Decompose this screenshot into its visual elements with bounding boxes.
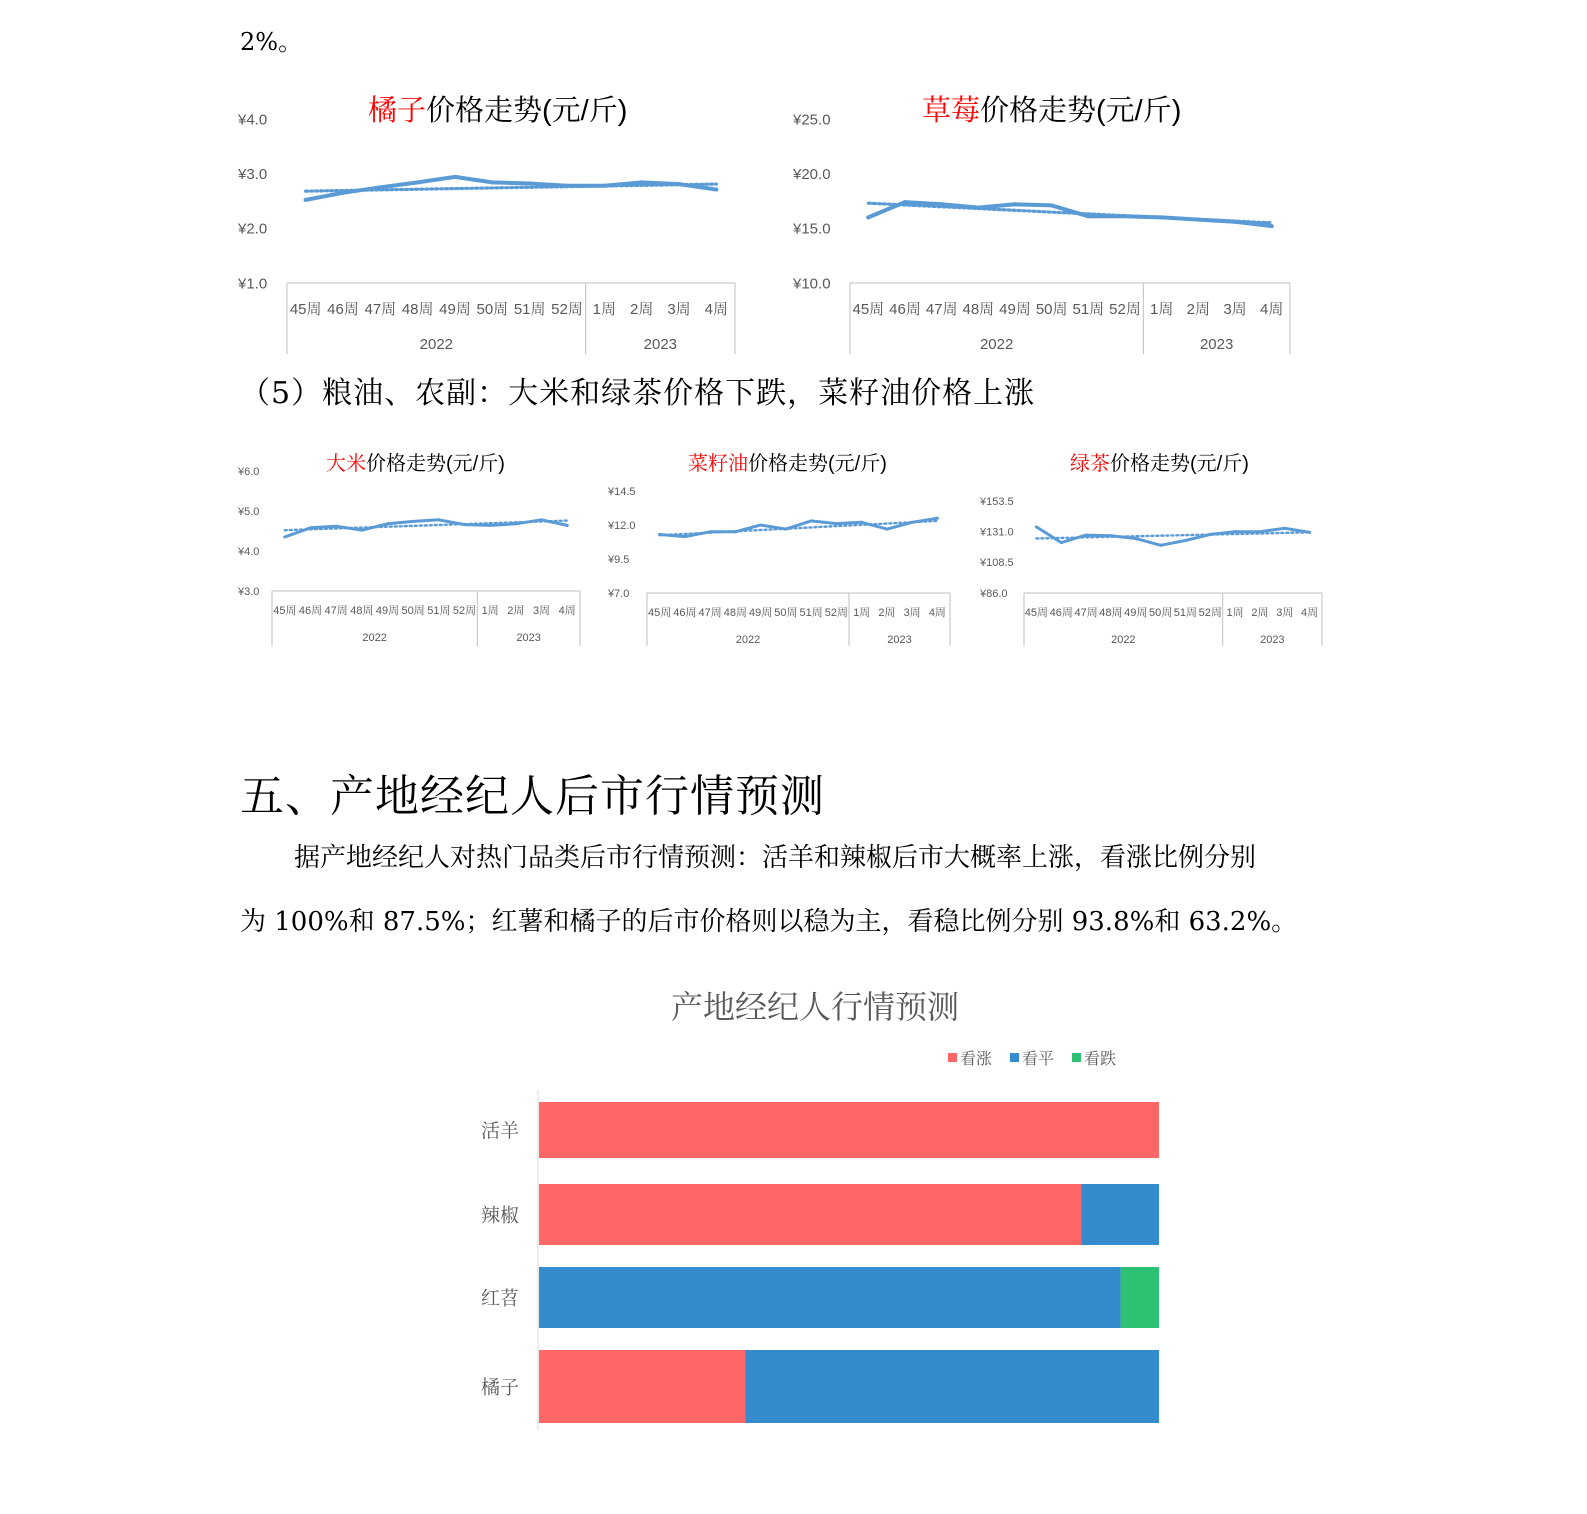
bar-segment — [539, 1102, 1159, 1158]
x-tick-label: 49周 — [749, 607, 773, 619]
legend-label: 看跌 — [1084, 1051, 1117, 1068]
x-tick-label: 48周 — [962, 301, 995, 318]
x-tick-label: 3周 — [1276, 607, 1294, 619]
x-tick-label: 49周 — [1124, 607, 1148, 619]
chart-title-text: 价格走势(元/斤) — [1110, 453, 1249, 475]
data-point — [565, 184, 569, 188]
x-tick-label: 45周 — [289, 301, 322, 318]
x-tick-label: 51周 — [427, 605, 451, 617]
x-tick-label: 51周 — [799, 607, 823, 619]
y-tick-label: ¥2.0 — [238, 220, 268, 238]
data-point — [412, 520, 415, 523]
data-point — [714, 188, 718, 192]
x-tick-label: 3周 — [1223, 301, 1247, 318]
y-tick-label: ¥3.0 — [238, 585, 260, 598]
chart-title-highlight: 橘子 — [368, 95, 427, 127]
x-tick-label: 45周 — [1024, 607, 1049, 619]
chart-title-text: 价格走势(元/斤) — [426, 95, 628, 127]
data-point — [1035, 525, 1038, 528]
category-label: 活羊 — [480, 1121, 519, 1142]
y-tick-label: ¥14.5 — [608, 485, 636, 498]
data-point — [360, 529, 363, 532]
x-tick-label: 52周 — [824, 607, 848, 619]
y-tick-label: ¥5.0 — [238, 505, 260, 518]
x-tick-label: 47周 — [925, 301, 958, 318]
x-tick-label: 52周 — [551, 301, 583, 318]
x-tick-label: 51周 — [513, 301, 546, 318]
category-label: 辣椒 — [480, 1205, 519, 1227]
x-tick-label: 46周 — [327, 301, 359, 318]
data-point — [489, 524, 492, 527]
y-tick-label: ¥7.0 — [608, 587, 630, 600]
y-tick-label: ¥86.0 — [980, 587, 1008, 600]
x-tick-label: 50周 — [1035, 301, 1068, 318]
x-group-label: 2022 — [735, 634, 761, 646]
x-tick-label: 49周 — [439, 301, 471, 318]
chart-title: 产地经纪人行情预测 — [670, 989, 960, 1025]
data-point — [1086, 214, 1090, 218]
bar-segment — [539, 1350, 745, 1423]
bar-segment — [1082, 1184, 1160, 1245]
data-point — [784, 528, 787, 531]
data-point — [437, 518, 440, 521]
data-point — [759, 524, 762, 527]
data-point — [1050, 203, 1054, 207]
bar-segment — [539, 1184, 1082, 1245]
data-point — [1109, 534, 1112, 537]
legend-swatch — [1072, 1053, 1081, 1062]
data-point — [677, 182, 681, 186]
data-point — [490, 180, 494, 184]
strawberry-price-chart — [790, 86, 1310, 358]
green-tea-price-chart — [976, 446, 1332, 652]
x-tick-label: 45周 — [852, 301, 885, 318]
data-point — [514, 522, 517, 525]
y-tick-label: ¥4.0 — [238, 111, 268, 129]
x-tick-label: 51周 — [1072, 301, 1105, 318]
legend-swatch — [948, 1053, 957, 1062]
x-tick-label: 47周 — [1074, 607, 1098, 619]
y-tick-label: ¥4.0 — [238, 545, 260, 558]
x-tick-label: 2周 — [878, 607, 896, 619]
chart-title — [688, 452, 887, 475]
bar-segment — [539, 1267, 1121, 1328]
y-tick-label: ¥25.0 — [793, 111, 831, 129]
chart-title — [326, 452, 505, 475]
x-tick-label: 46周 — [673, 607, 697, 619]
x-tick-label: 4周 — [558, 605, 576, 617]
y-tick-label: ¥12.0 — [608, 519, 636, 532]
data-point — [903, 200, 907, 204]
data-point — [1060, 541, 1063, 544]
x-tick-label: 48周 — [401, 301, 434, 318]
data-point — [1258, 530, 1261, 533]
chart-title-highlight: 菜籽油 — [688, 453, 748, 475]
x-tick-label: 50周 — [774, 607, 798, 619]
data-point — [866, 215, 870, 219]
forecast-paragraph-1: 据产地经纪人对热门品类后市行情预测：活羊和辣椒后市大概率上涨，看涨比例分别 — [294, 843, 1257, 873]
data-point — [463, 523, 466, 526]
data-point — [1184, 539, 1187, 542]
x-group-label: 2022 — [1111, 634, 1136, 646]
y-tick-label: ¥3.0 — [238, 165, 268, 183]
data-point — [309, 526, 312, 529]
x-tick-label: 52周 — [1198, 607, 1222, 619]
y-tick-label: ¥10.0 — [793, 275, 831, 293]
chart-title-text: 价格走势(元/斤) — [980, 95, 1182, 127]
bar-segment — [1121, 1267, 1159, 1328]
data-point — [1209, 533, 1212, 536]
legend-label: 看涨 — [960, 1051, 993, 1068]
data-point — [1123, 214, 1127, 218]
chart-title-highlight: 绿茶 — [1070, 453, 1110, 475]
chart-title-highlight: 大米 — [326, 453, 366, 475]
data-point — [1283, 527, 1286, 530]
data-point — [1196, 218, 1200, 222]
data-point — [936, 517, 939, 520]
x-tick-label: 4周 — [1259, 301, 1284, 318]
data-point — [1159, 544, 1162, 547]
x-tick-label: 2周 — [1251, 607, 1269, 619]
data-point — [453, 175, 457, 179]
chart-title — [368, 93, 627, 127]
data-point — [658, 533, 661, 536]
y-tick-label: ¥20.0 — [793, 165, 831, 183]
rapeseed-oil-price-chart — [604, 446, 960, 652]
x-tick-label: 47周 — [324, 605, 348, 617]
data-point — [1234, 530, 1237, 533]
x-tick-label: 3周 — [667, 301, 691, 318]
y-tick-label: ¥1.0 — [238, 275, 268, 293]
data-point — [416, 180, 420, 184]
x-tick-label: 48周 — [1099, 607, 1123, 619]
y-tick-label: ¥15.0 — [793, 220, 831, 238]
x-tick-label: 2周 — [507, 605, 525, 617]
data-point — [683, 535, 686, 538]
orange-price-chart — [230, 86, 750, 358]
x-group-label: 2023 — [516, 632, 541, 644]
chart-title — [922, 94, 1181, 127]
y-tick-label: ¥6.0 — [238, 465, 260, 478]
data-point — [1308, 531, 1311, 534]
y-tick-label: ¥108.5 — [980, 557, 1014, 570]
x-tick-label: 52周 — [452, 605, 477, 617]
data-point — [304, 198, 308, 202]
data-point — [335, 525, 338, 528]
x-tick-label: 46周 — [1049, 607, 1073, 619]
x-tick-label: 47周 — [364, 301, 397, 318]
x-tick-label: 46周 — [298, 605, 323, 617]
x-tick-label: 51周 — [1173, 607, 1198, 619]
data-point — [386, 522, 389, 525]
x-tick-label: 50周 — [1148, 607, 1173, 619]
x-tick-label: 48周 — [350, 605, 374, 617]
legend-label: 看平 — [1022, 1051, 1055, 1068]
data-point — [940, 202, 944, 206]
x-tick-label: 3周 — [532, 605, 551, 617]
data-point — [640, 180, 644, 184]
x-tick-label: 1周 — [1226, 607, 1244, 619]
data-point — [810, 519, 813, 522]
x-tick-label: 2周 — [629, 301, 654, 318]
chapter-heading: 五、产地经纪人后市行情预测 — [240, 771, 825, 822]
data-point — [283, 536, 286, 539]
bar-segment — [745, 1350, 1159, 1423]
x-tick-label: 48周 — [723, 607, 747, 619]
text-fragment: 2%。 — [240, 28, 303, 56]
x-tick-label: 52周 — [1109, 301, 1141, 318]
x-tick-label: 50周 — [476, 301, 509, 318]
x-tick-label: 4周 — [704, 301, 729, 318]
x-tick-label: 45周 — [648, 607, 672, 619]
x-group-label: 2023 — [887, 634, 912, 646]
data-point — [1160, 215, 1164, 219]
legend-swatch — [1010, 1053, 1019, 1062]
category-label: 橘子 — [480, 1377, 519, 1399]
data-point — [1233, 220, 1237, 224]
data-point — [1134, 537, 1137, 540]
chart-title-text: 价格走势(元/斤) — [366, 453, 505, 475]
x-tick-label: 1周 — [853, 607, 871, 619]
x-tick-label: 45周 — [273, 605, 297, 617]
x-group-label: 2022 — [979, 336, 1014, 353]
y-tick-label: ¥153.5 — [980, 495, 1014, 508]
x-tick-label: 47周 — [698, 607, 722, 619]
x-group-label: 2022 — [419, 336, 454, 353]
data-point — [835, 522, 838, 525]
data-point — [709, 530, 712, 533]
chart-title-text: 价格走势(元/斤) — [748, 453, 887, 475]
data-point — [1013, 202, 1017, 206]
data-point — [566, 524, 569, 527]
data-point — [885, 528, 888, 531]
data-point — [911, 521, 914, 524]
x-tick-label: 1周 — [1149, 301, 1174, 318]
x-tick-label: 50周 — [401, 605, 425, 617]
forecast-paragraph-2: 为 100%和 87.5%；红薯和橘子的后市价格则以稳为主，看稳比例分别 93.8%和 63.2%。 — [240, 907, 1298, 937]
x-tick-label: 49周 — [999, 301, 1031, 318]
data-point — [540, 518, 543, 521]
broker-forecast-chart — [440, 980, 1200, 1450]
x-group-label: 2023 — [1199, 336, 1234, 353]
x-group-label: 2023 — [643, 336, 678, 353]
data-point — [860, 521, 863, 524]
x-tick-label: 3周 — [903, 607, 921, 619]
x-tick-label: 46周 — [889, 301, 921, 318]
x-tick-label: 1周 — [592, 301, 617, 318]
x-group-label: 2023 — [1260, 634, 1285, 646]
section-heading: （5）粮油、农副：大米和绿茶价格下跌，菜籽油价格上涨 — [240, 376, 1036, 411]
x-tick-label: 1周 — [481, 605, 499, 617]
x-tick-label: 4周 — [1301, 607, 1319, 619]
x-group-label: 2022 — [362, 632, 387, 644]
data-point — [602, 184, 606, 188]
x-tick-label: 4周 — [928, 607, 946, 619]
category-label: 红苕 — [480, 1288, 519, 1310]
data-point — [1270, 224, 1274, 228]
y-tick-label: ¥9.5 — [608, 553, 630, 566]
chart-title — [1070, 452, 1249, 475]
data-point — [378, 185, 382, 189]
data-point — [734, 530, 737, 533]
data-point — [1085, 534, 1088, 537]
chart-title-highlight: 草莓 — [922, 95, 981, 127]
x-tick-label: 49周 — [375, 605, 400, 617]
y-tick-label: ¥131.0 — [980, 526, 1014, 539]
data-point — [528, 182, 532, 186]
x-tick-label: 2周 — [1186, 301, 1211, 318]
rice-price-chart — [232, 446, 592, 652]
data-point — [976, 206, 980, 210]
data-point — [341, 191, 345, 195]
